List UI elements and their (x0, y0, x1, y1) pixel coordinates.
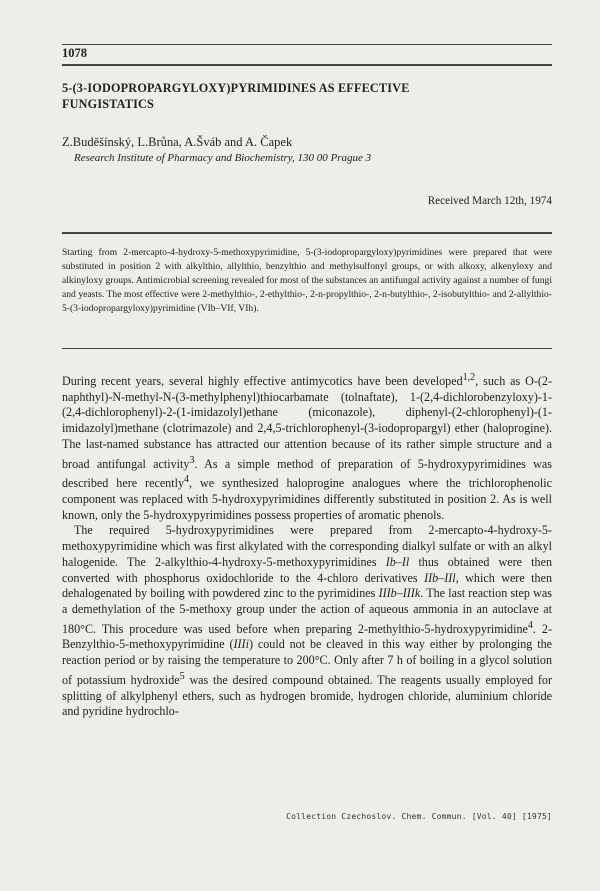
affiliation: Research Institute of Pharmacy and Biochemistry, 130 00 Prague 3 (74, 152, 372, 164)
authors: Z.Buděšínský, L.Brůna, A.Šváb and A. Čapek (62, 135, 293, 149)
reference: 5 (179, 670, 185, 682)
paragraph-2: The required 5-hydroxypyrimidines were prepared from 2-mercapto-4-hydroxy-5-methoxypyrimidine which was first alkylated with the corresponding dialkyl sulfate or with an alkyl halogenide. The 2-alkylthio-4-hydroxy-5-methoxypyrimidines Ib–Il thus obtained were then converted with phosphorus oxidochloride to the 4-chloro derivatives IIb–IIl, which were then dehalogenated by boiling with powdered zinc to the pyrimidines IIIb–IIIk. The last reaction step was a demethylation of the 5-methoxy group under the action of aqueous ammonia in an autoclave at 180°C. This procedure was used before when preparing 2-methylthio-5-hydroxypyrimidine$^4$. 2-Benzylthio-5-methoxypyrimidine (IIIi) could not be cleaved in this way either by prolonging the reaction period or by raising the temperature to 200°C. Only after 7 h of boiling in a glycol solution of potassium hydroxide$^5$ was the desired compound obtained. The reagents usually employed for splitting of alkylphenyl ethers, such as hydrogen bromide, hydrogen chloride, aluminium chloride and pyridine hydrochlo- (62, 523, 553, 719)
received-date: Received March 12th, 1974 (427, 195, 552, 207)
journal-citation: Collection Czechoslov. Chem. Commun. [Vol. 40] [1975] (286, 812, 552, 821)
reference: 3 (189, 454, 195, 466)
abstract-rule-bottom (62, 348, 552, 349)
compound-label: IIIi (233, 637, 249, 652)
body-text (62, 370, 552, 720)
abstract-text: Starting from 2-mercapto-4-hydroxy-5-methoxypyrimidine, 5-(3-iodopropargyloxy)pyrimidines were prepared that were substituted in position 2 with alkylthio, allylthio, benzylthio and methylsulfonyl groups, or with alkoxy, alkenyloxy and alkinyloxy groups. Antimicrobial screening revealed for most of the substances an antifungal activity against a number of fungi and yeasts. The most effective were 2-methylthio-, 2-ethylthio-, 2-n-propylthio-, 2-n-butylthio-, 2-isobutylthio- and 2-allylthio-5-(3-iodopropargyloxy)pyrimidine (VIb–VIf, VIh). (62, 247, 552, 314)
reference: 4 (184, 474, 190, 486)
reference: 1,2 (462, 372, 476, 383)
article-title (62, 80, 552, 112)
reference: 4 (527, 619, 533, 631)
top-rule-thick (62, 64, 552, 66)
paragraph-1: During recent years, several highly effective antimycotics have been developed$^{1,2}$, such as O-(2-naphthyl)-N-methyl-N-(3-methylphenyl)thiocarbamate (tolnaftate), 1-(2,4-dichlorobenzyloxy)-1-(2,4-dichlorophenyl)-2-(1-imidazolyl)ethane (miconazole), diphenyl-(2-chlorophenyl)-(1-imidazolyl)methane (clotrimazole) and 2,4,5-trichlorophenyl-(3-iodopropargyl) ether (haloprogine). The last-named substance has attracted our attention because of its rather simple structure and a broad antifungal activity$^3$. As a simple method of preparation of 5-hydroxypyrimidines was described here recently$^4$, we synthesized haloprogine analogues where the trichlorophenolic component was replaced with 5-hydroxypyrimidines differently substituted in position 2. As is well known, only the 5-hydroxypyrimidines possess properties of aromatic phenols. (62, 372, 552, 522)
compound-label: IIIb–IIIk (378, 586, 421, 601)
top-rule-thin (62, 44, 552, 45)
compound-label: Ib–Il (385, 554, 410, 569)
abstract-rule-top (62, 232, 552, 234)
abstract (62, 246, 552, 316)
compound-label: IIb–IIl (424, 570, 456, 585)
title-line-2: FUNGISTATICS (62, 97, 155, 111)
page-number: 1078 (62, 46, 87, 60)
title-line-1: 5-(3-IODOPROPARGYLOXY)PYRIMIDINES AS EFFECTIVE (62, 81, 410, 95)
